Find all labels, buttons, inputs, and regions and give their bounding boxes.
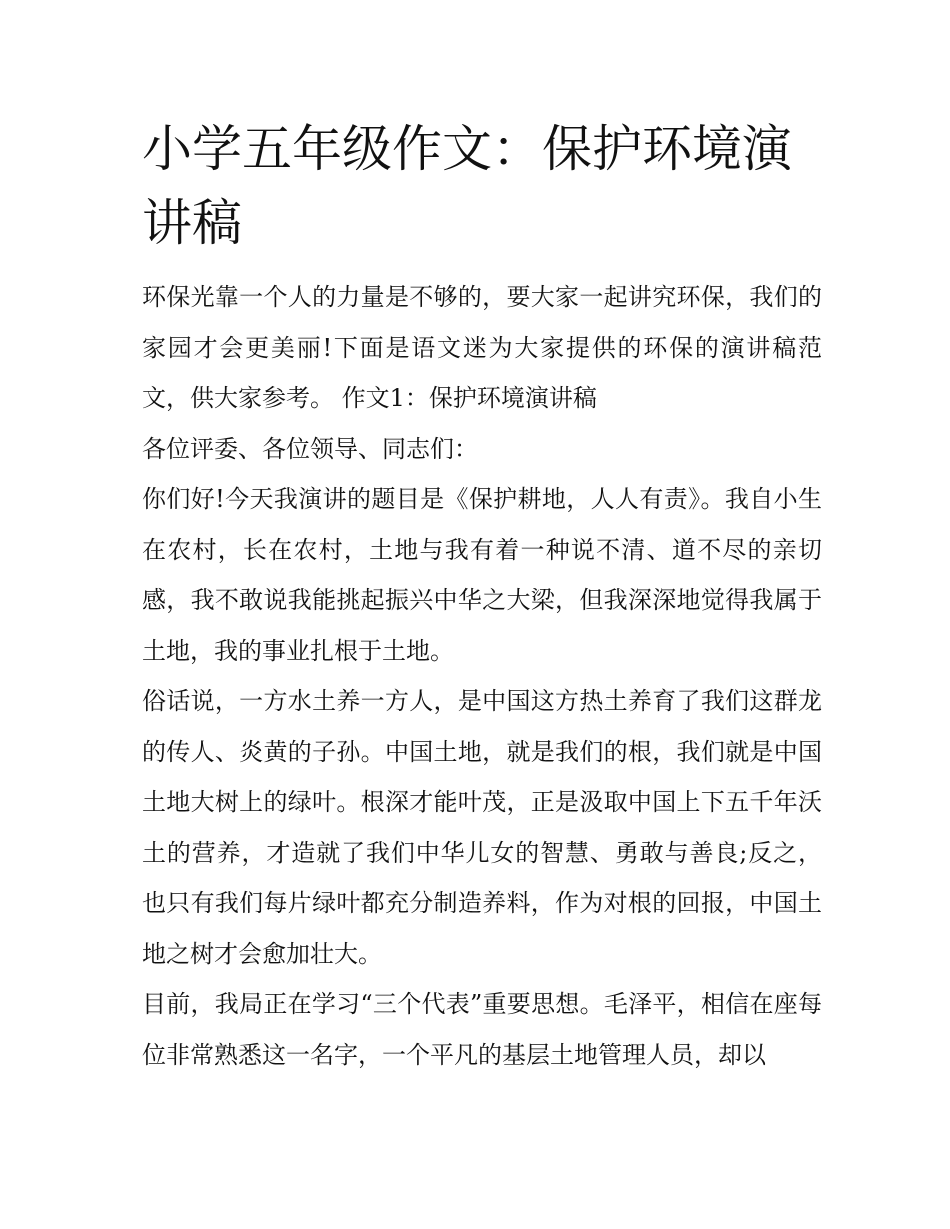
paragraph-intro: 环保光靠一个人的力量是不够的，要大家一起讲究环保，我们的家园才会更美丽!下面是语文迷为大家提供的环保的演讲稿范文，供大家参考。 作文1：保护环境演讲稿 xyxy=(142,283,822,412)
paragraph-salutation: 各位评委、各位领导、同志们： xyxy=(142,434,478,463)
document-title: 小学五年级作文：保护环境演讲稿 xyxy=(142,120,792,252)
paragraph-greeting: 你们好!今天我演讲的题目是《保护耕地，人人有责》。我自小生在农村，长在农村，土地与我有着一种说不清、道不尽的亲切感，我不敢说我能挑起振兴中华之大梁，但我深深地觉得我属于土地，我的事业扎根于土地。 xyxy=(142,485,822,665)
paragraph-proverb: 俗话说，一方水土养一方人，是中国这方热土养育了我们这群龙的传人、炎黄的子孙。中国土地，就是我们的根，我们就是中国土地大树上的绿叶。根深才能叶茂，正是汲取中国上下五千年沃土的营养，才造就了我们中华儿女的智慧、勇敢与善良;反之，也只有我们每片绿叶都充分制造养料，作为对根的回报，中国土地之树才会愈加壮大。 xyxy=(142,687,822,968)
paragraph-current: 目前，我局正在学习“三个代表”重要思想。毛泽平，相信在座每位非常熟悉这一名字，一个平凡的基层土地管理人员，却以 xyxy=(142,990,822,1069)
document-body xyxy=(142,112,822,1080)
